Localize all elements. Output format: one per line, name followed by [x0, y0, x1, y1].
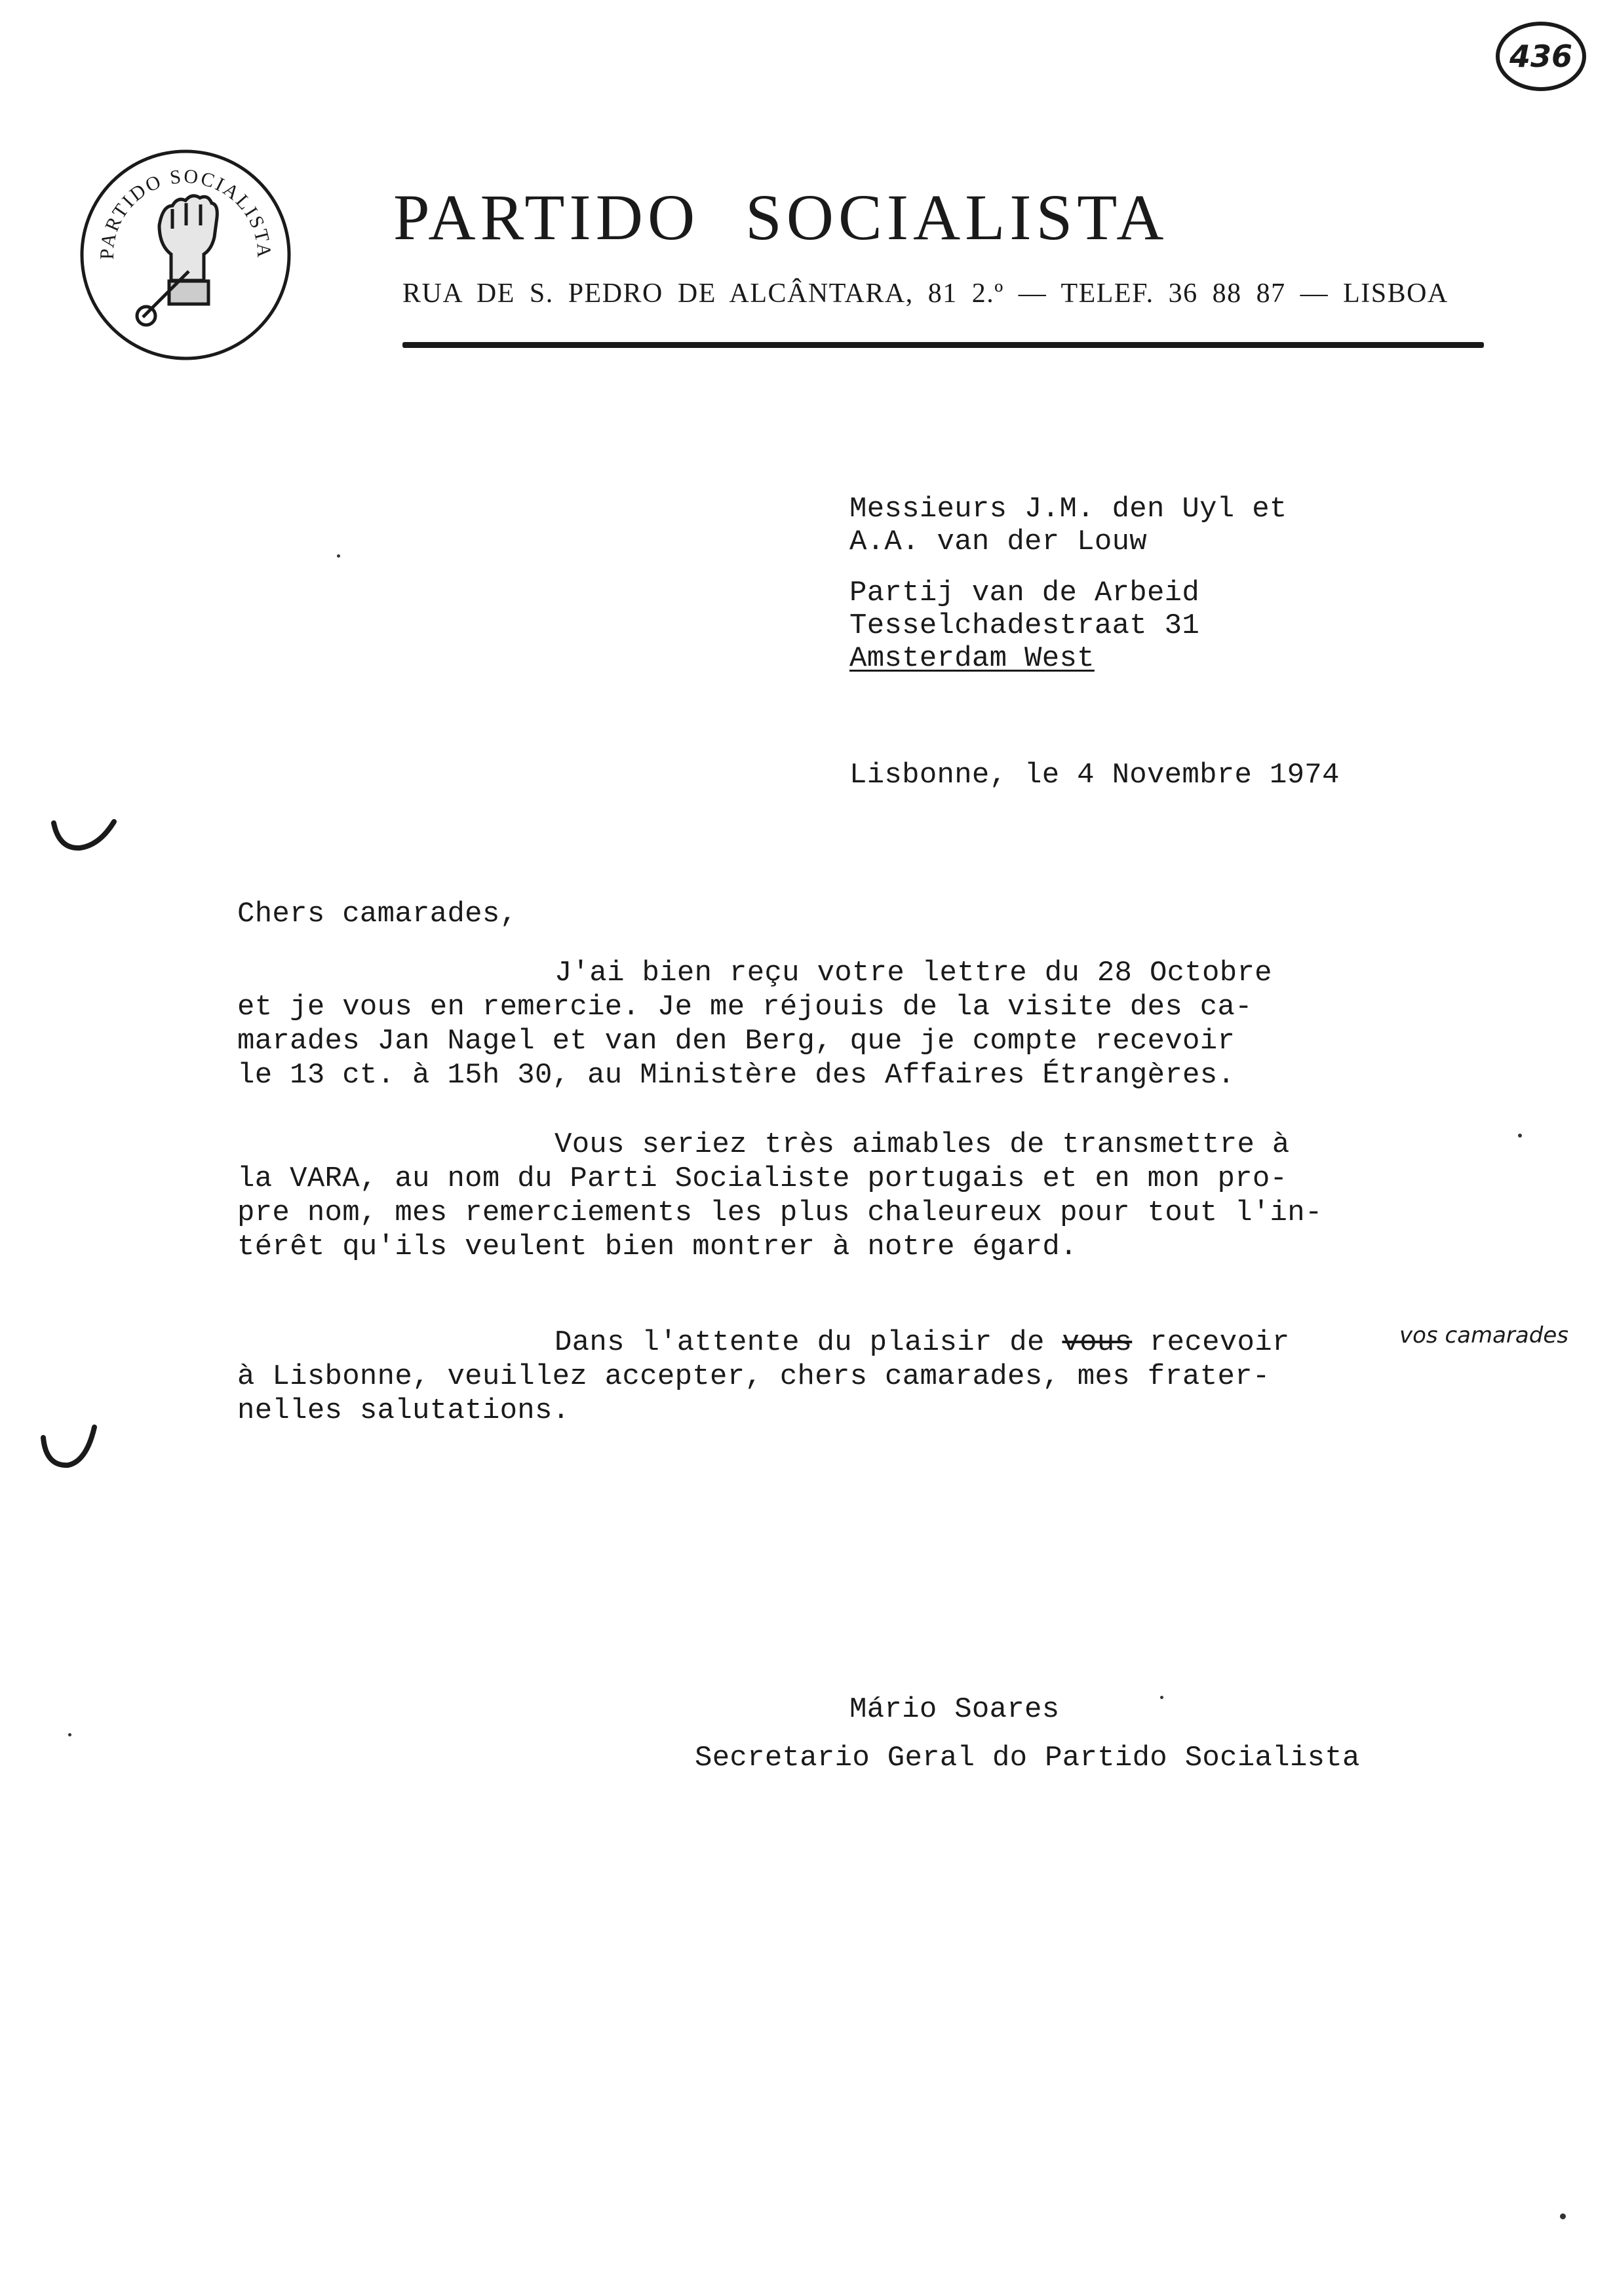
paragraph-3-text-a: Dans l'attente du plaisir de: [555, 1326, 1062, 1359]
paragraph-2-line-1: Vous seriez très aimables de transmettre à: [555, 1128, 1290, 1161]
party-logo: [77, 147, 294, 363]
scan-speck: [337, 554, 340, 558]
struck-word: vous: [1062, 1326, 1133, 1359]
paragraph-3-line-1: [555, 1326, 1290, 1359]
paragraph-3-line-3: nelles salutations.: [237, 1394, 570, 1427]
paragraph-2-line-4: térêt qu'ils veulent bien montrer à notre égard.: [237, 1231, 1078, 1263]
check-mark-icon: [47, 803, 119, 862]
handwritten-insert: vos camarades: [1399, 1322, 1568, 1349]
signature-name: Mário Soares: [849, 1693, 1060, 1726]
check-mark-icon: [35, 1421, 107, 1480]
paragraph-2-line-3: pre nom, mes remerciements les plus chaleureux pour tout l'in-: [237, 1196, 1323, 1229]
scan-speck: [1160, 1696, 1163, 1699]
paragraph-1-line-2: et je vous en remercie. Je me réjouis de la visite des ca-: [237, 991, 1253, 1024]
recipient-city: Amsterdam West: [849, 642, 1095, 675]
paragraph-2-line-2: la VARA, au nom du Parti Socialiste portugais et en mon pro-: [237, 1162, 1288, 1195]
recipient-street: Tesselchadestraat 31: [849, 609, 1200, 642]
signature-title: Secretario Geral do Partido Socialista: [695, 1742, 1360, 1774]
scan-speck: [1560, 2213, 1566, 2219]
fist-icon: [159, 196, 217, 304]
paragraph-1-line-4: le 13 ct. à 15h 30, au Ministère des Affaires Étrangères.: [237, 1059, 1236, 1092]
logo-ring-text: PARTIDO SOCIALISTA: [96, 165, 275, 260]
recipient-line-2: A.A. van der Louw: [849, 526, 1147, 558]
recipient-line-1: Messieurs J.M. den Uyl et: [849, 493, 1287, 526]
recipient-organization: Partij van de Arbeid: [849, 577, 1200, 609]
paragraph-3-text-b: recevoir: [1132, 1326, 1290, 1359]
letterhead-divider: [402, 342, 1484, 348]
paragraph-1-line-3: marades Jan Nagel et van den Berg, que je compte recevoir: [237, 1025, 1236, 1058]
salutation: Chers camarades,: [237, 898, 518, 930]
scan-speck: [68, 1733, 71, 1736]
letterhead-title: PARTIDO SOCIALISTA: [393, 181, 1169, 254]
scan-speck: [1518, 1134, 1522, 1138]
letterhead-address: RUA DE S. PEDRO DE ALCÂNTARA, 81 2.º — TELEF. 36 88 87 — LISBOA: [402, 278, 1449, 309]
paragraph-1-line-1: J'ai bien reçu votre lettre du 28 Octobre: [555, 957, 1272, 989]
paragraph-3-line-2: à Lisbonne, veuillez accepter, chers camarades, mes frater-: [237, 1360, 1270, 1393]
page-number: 436: [1509, 39, 1573, 74]
letter-date: Lisbonne, le 4 Novembre 1974: [849, 759, 1340, 792]
